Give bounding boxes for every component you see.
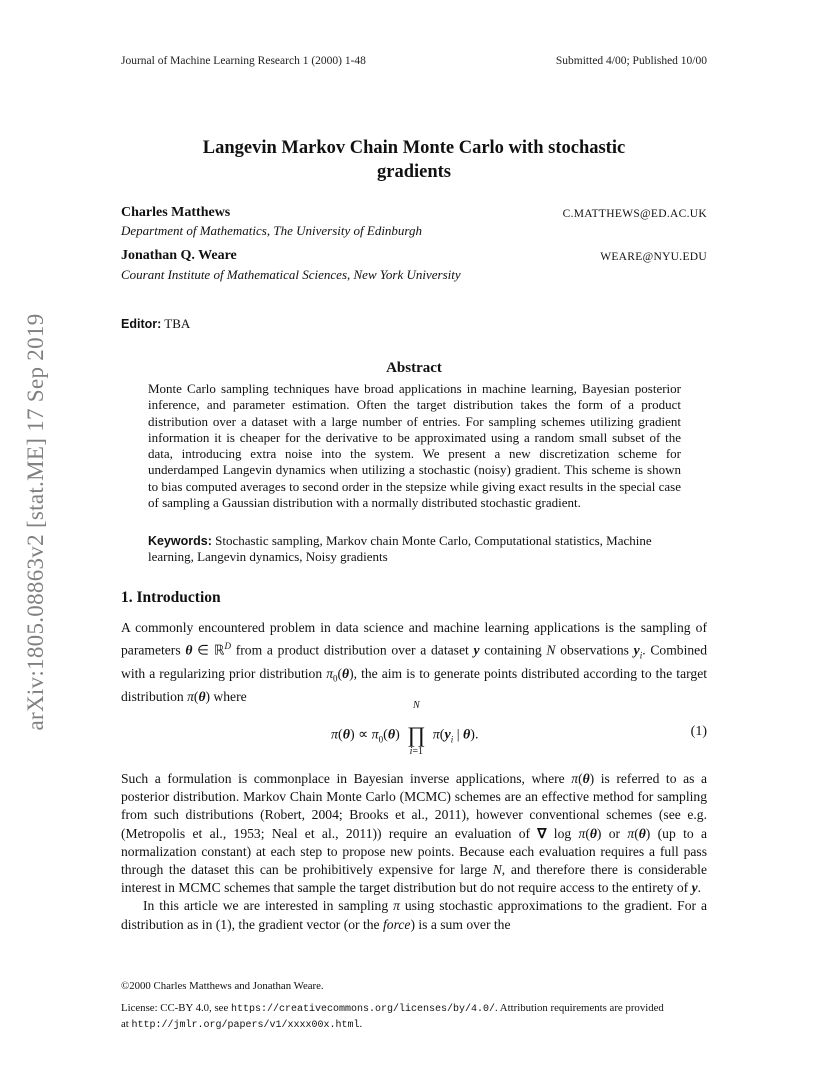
intro-paragraph-2: Such a formulation is commonplace in Bayesian inverse applications, where π(θ) is referred to as a posterior distribution. Markov Chain Monte Carlo (MCMC) schemes are an effective method for sampling from such distributions (Robert, 2004; Brooks et al., 2011), however conventional schemes (see e.g. (Metropolis et al., 1953; Neal et al., 2011)) require an evaluation of ∇ log π(θ) or π(θ) (up to a normalization constant) at each step to propose new points. Because each evaluation requires a full pass through the dataset this can be prohibitively expensive for large N, and therefore there is considerable interest in MCMC schemes that sample the target distribution but do not require access to the entirety of y. In this article we are interested in sampling π using stochastic approximations to the gradient. For a distribution as in (1), the gradient vector (or the force) is a sum over the <box>121 771 708 932</box>
paragraph-text: In this article we are interested in sampling <box>143 898 394 914</box>
arxiv-stamp: arXiv:1805.08863v2 [stat.ME] 17 Sep 2019 <box>23 313 48 731</box>
keywords <box>148 533 681 566</box>
abstract-text: Monte Carlo sampling techniques have broad applications in machine learning, Bayesian posterior inference, and parameter estimation. Often the target distribution takes the form of a product distribution over a dataset with a large number of entries. For sampling schemes utilizing gradient information it is cheaper for the derivative to be approximated using a random small subset of the data, introducing extra noise into the system. We present a new discretization scheme for underdamped Langevin dynamics when utilizing a stochastic (noisy) gradient. This scheme is shown to bias computed averages to second order in the stepsize while giving exact results in the special case of sampling a Gaussian distribution with a normally distributed stochastic gradient. <box>148 381 681 511</box>
author-email: WEARE@NYU.EDU <box>600 251 707 263</box>
editor-line <box>121 316 190 332</box>
author-affiliation: Courant Institute of Mathematical Sciences, New York University <box>121 267 461 282</box>
title-line-2: gradients <box>377 162 451 182</box>
paragraph-text: containing <box>479 642 547 658</box>
paragraph-text: where <box>210 688 247 704</box>
paragraph-text: . Combined with a regularizing prior distribution <box>121 642 708 681</box>
keywords-list: Stochastic sampling, Markov chain Monte Carlo, Computational statistics, Machine learning, Langevin dynamics, Noisy gradients <box>148 533 652 565</box>
title-line-1: Langevin Markov Chain Monte Carlo with stochastic <box>202 138 626 158</box>
paper-title <box>140 136 688 184</box>
attribution-link[interactable]: http://jmlr.org/papers/v1/xxxx00x.html <box>131 1020 360 1031</box>
intro-paragraph-1: A commonly encountered problem in data science and machine learning applications is the sampling of parameters θ ∈ ℝ$^D$ from a product distribution over a dataset y containing N observations $y_i$. Combined with a regularizing prior distribution $\pi_0(\theta)$, the aim is to generate points distributed according to the target distribution π(θ) where <box>121 620 708 704</box>
author-affiliation: Department of Mathematics, The University of Edinburgh <box>121 223 423 238</box>
equation-1 <box>121 700 707 768</box>
license-text: . Attribution requirements are provided <box>495 1002 664 1014</box>
paragraph-text: . <box>697 880 702 896</box>
license-link[interactable]: https://creativecommons.org/licenses/by/4.0/ <box>230 1004 495 1015</box>
license-text: . <box>359 1018 363 1030</box>
author-email: C.MATTHEWS@ED.AC.UK <box>562 208 707 220</box>
paragraph-text: , the aim is to generate points distributed according to the target distribution <box>121 665 708 704</box>
copyright-notice: ©2000 Charles Matthews and Jonathan Weare. <box>121 980 324 992</box>
equation-number: (1) <box>690 724 707 739</box>
editor-label: Editor: <box>121 317 162 331</box>
paragraph-text: is referred to as a posterior distribution. Markov Chain Monte Carlo (MCMC) schemes are an effective method for sampling from such distributions (Robert, 2004; Brooks et al., 2011), however conventional schemes (see e.g. (Metropolis et al., 1953; Neal et al., 2011)) require an evaluation of <box>121 771 707 841</box>
paragraph-text: or <box>601 825 628 841</box>
paragraph-text: (up to a normalization constant) at each step to propose new points. Because each evaluation requires a full pass through the dataset this can be prohibitively expensive for large <box>121 825 707 878</box>
section-heading: 1. Introduction <box>121 589 221 606</box>
paragraph-text: , and therefore there is considerable interest in MCMC schemes that sample the target distribution but do not require access to the entirety of <box>121 862 707 896</box>
submission-info: Submitted 4/00; Published 10/00 <box>555 55 707 67</box>
paragraph-text: Such a formulation is commonplace in Bayesian inverse applications, where <box>121 771 572 786</box>
license-notice <box>121 1001 707 1033</box>
paragraph-text: A commonly encountered problem in data science and machine learning applications is the sampling of parameters <box>121 620 707 658</box>
journal-header: Journal of Machine Learning Research 1 (2000) 1-48 <box>121 55 366 67</box>
paragraph-text: from a product distribution over a dataset <box>231 642 474 658</box>
license-text: at <box>121 1018 132 1030</box>
equation-body: $\pi(\theta) \propto \pi_0(\theta)$ N ∏ i=1 $\pi(y_i$ | θ). <box>331 700 479 757</box>
emphasis-force: force <box>383 916 411 932</box>
editor-value: TBA <box>164 316 191 331</box>
author-name: Charles Matthews <box>121 205 231 220</box>
keywords-label: Keywords: <box>148 534 212 548</box>
license-text: License: CC-BY 4.0, see <box>121 1002 231 1014</box>
paragraph-text: ) is a sum over the <box>410 916 511 932</box>
abstract-heading: Abstract <box>386 360 442 376</box>
author-name: Jonathan Q. Weare <box>121 248 237 263</box>
paragraph-text: using stochastic approximations to the gradient. For a distribution as in (1), the gradient vector (or the <box>121 898 708 932</box>
paragraph-text: observations <box>555 642 634 658</box>
